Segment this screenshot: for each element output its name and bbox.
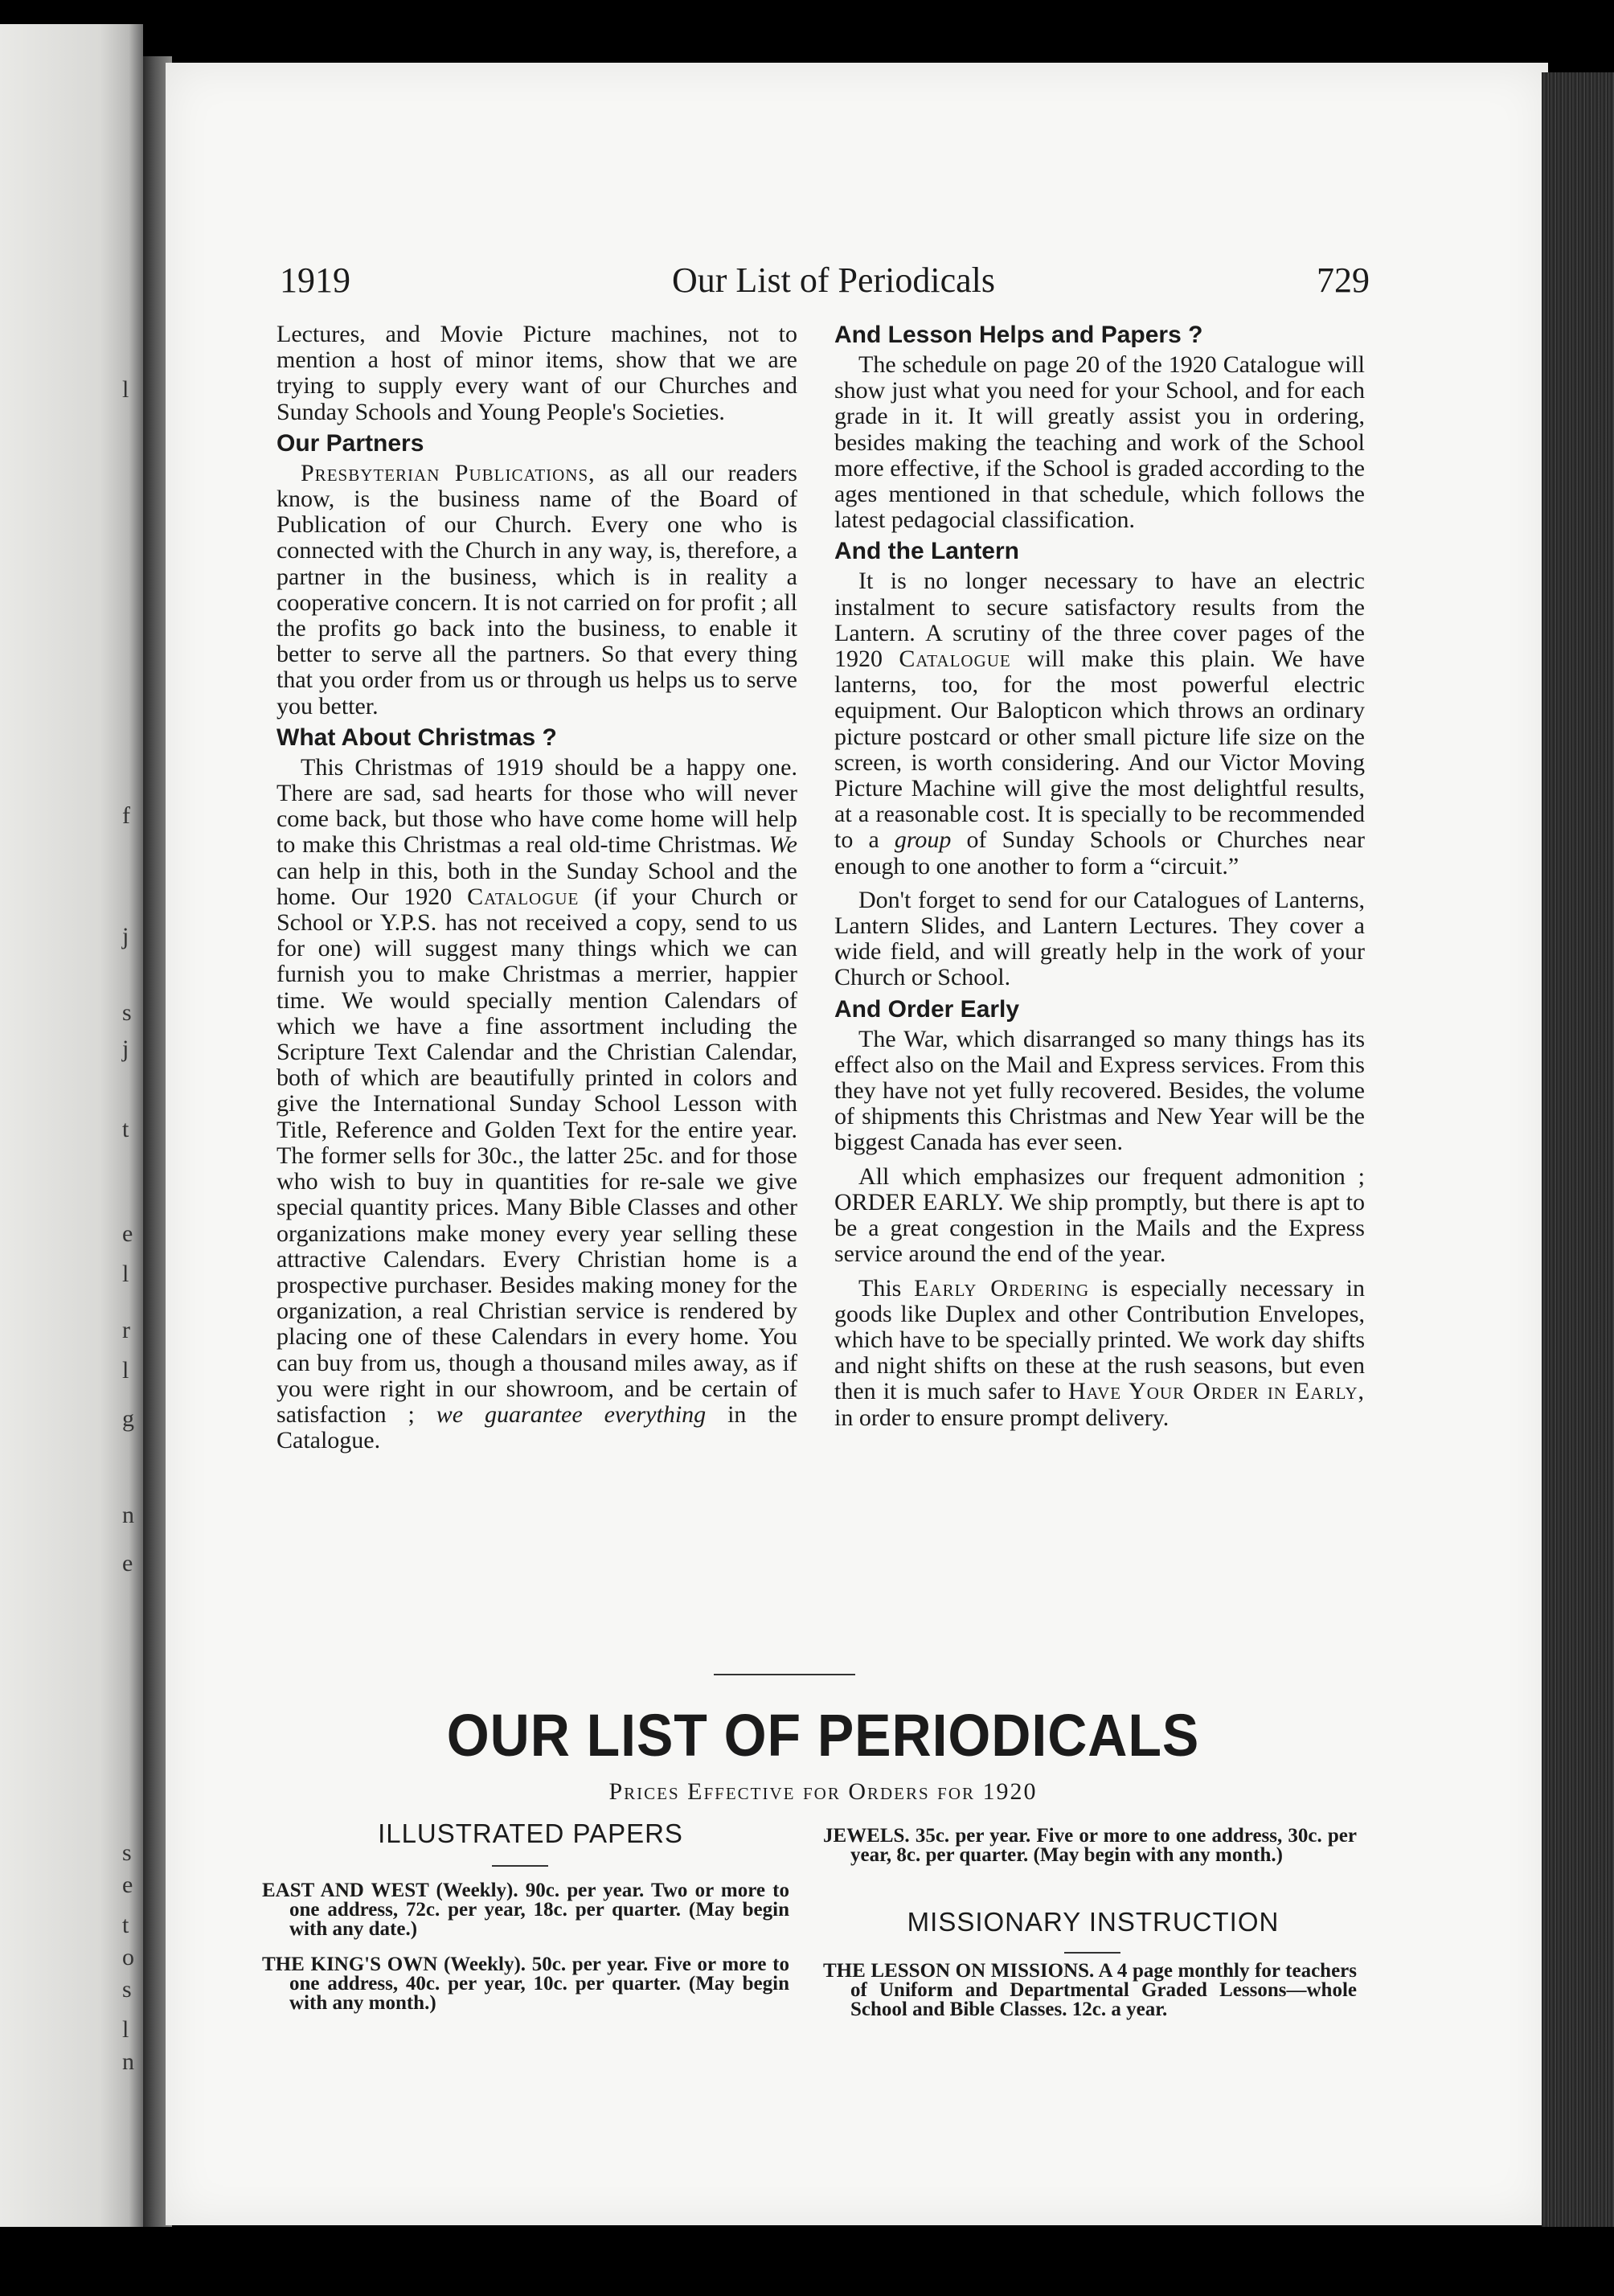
paragraph-lantern xyxy=(834,568,1365,879)
early-text-a: This xyxy=(858,1274,915,1302)
facing-page-letter: l xyxy=(122,2016,129,2043)
christmas-text-b: can help in this, both in the Sunday School and the home. Our 1920 xyxy=(277,857,797,910)
christmas-guarantee: we guarantee everything xyxy=(436,1400,707,1428)
early-text-c: in order to ensure prompt delivery. xyxy=(834,1404,1170,1431)
paragraph-partners xyxy=(277,461,797,720)
facing-page-letter: l xyxy=(122,1261,129,1287)
facing-page-letter: g xyxy=(122,1405,134,1432)
kings-own-text: THE KING'S OWN (Weekly). 50c. per year. Five or more to one address, 40c. per year, 10c. per quarter. (May begin with any month.) xyxy=(262,1954,789,2014)
page-number: 729 xyxy=(1316,260,1370,300)
lantern-text-a: It is no longer necessary to have an electric instalment to secure satisfactory results from the Lantern. A scrutiny of the three cover pages of the 1920 xyxy=(834,568,1365,673)
christmas-text-c: (if your Church or School or Y.P.S. has not received a copy, send to us for one) will suggest many things which we can furnish you to make Christmas a merrier, happier time. We would specially mention Calendars of which we have a fine assortment including the Scripture Text Calendar and the Christian Calendar, both of which are beautifully printed in colors and give the International Sunday School Lesson with Title, Reference and Golden Text for the entire year. The former sells for 30c., the latter 25c. and for those who wish to buy in quantities for re-sale we give special quantity prices. Many Bible Classes and other organizations make money every year selling these attractive Calendars. Every Christian home is a prospective purchaser. Besides making money for the organization, a real Christian service is rendered by placing one of these Calendars in every home. You can buy from us, though a thousand miles away, as if you were right in our showroom, and be certain of satisfaction ; xyxy=(277,883,797,1428)
facing-page-letter: e xyxy=(122,1550,133,1576)
left-column xyxy=(277,322,797,1453)
lantern-catalogue: Catalogue xyxy=(899,646,1011,673)
paragraph-early-ordering xyxy=(834,1276,1365,1431)
periodicals-subtitle: Prices Effective for Orders for 1920 xyxy=(608,1778,1038,1805)
running-head-title: Our List of Periodicals xyxy=(671,260,996,300)
presbyterian-publications-name: Presbyterian Publications, xyxy=(301,459,596,486)
running-head-year: 1919 xyxy=(280,260,350,300)
illustrated-papers-heading: ILLUSTRATED PAPERS xyxy=(378,1818,683,1848)
lantern-text-c: of Sunday Schools or Churches near enough to one another to form a “circuit.” xyxy=(834,826,1365,879)
lesson-on-missions-text: THE LESSON ON MISSIONS. A 4 page monthly for teachers of Uniform and Departmental Graded Lessons—whole School and Bible Classes. 12c. a year. xyxy=(823,1960,1357,2020)
running-head xyxy=(280,256,1370,304)
have-your-order-sc: Have Your Order in Early, xyxy=(1068,1378,1365,1405)
heading-our-partners: Our Partners xyxy=(277,429,424,457)
entry-jewels xyxy=(823,1827,1357,1865)
paragraph-order-early: The War, which disarranged so many things has its effect also on the Mail and Express services. From this they have not yet fully recovered. Besides, the volume of shipments this Christmas and New Year will be the biggest Canada has ever seen. xyxy=(834,1025,1365,1156)
early-text-b: is especially necessary in goods like Duplex and other Contribution Envelopes, which have to be specially printed. We work day shifts and night shifts on these at the rush seasons, but even then it is much safer to xyxy=(834,1274,1366,1405)
facing-page-letter: t xyxy=(122,1116,129,1142)
heading-lantern: And the Lantern xyxy=(834,538,1019,565)
christmas-text-a: This Christmas of 1919 should be a happy one. There are sad, sad hearts for those who will never come back, but those who have come home will help to make this Christmas a real old-time Christmas. xyxy=(277,753,797,859)
entry-east-and-west xyxy=(262,1881,789,1939)
facing-page-letter: e xyxy=(122,1220,133,1247)
page-block-edge xyxy=(1542,72,1614,2227)
facing-page-letter: l xyxy=(122,376,129,403)
section-divider xyxy=(714,1674,855,1675)
lantern-group: group xyxy=(894,826,952,854)
facing-page-letter: j xyxy=(122,923,129,949)
paragraph-christmas xyxy=(277,755,797,1453)
paragraph-catalogues: Don't forget to send for our Catalogues of Lanterns, Lantern Slides, and Lantern Lectures. They cover a wide field, and will greatly help in the work of your Church or School. xyxy=(834,886,1365,991)
missionary-instruction-heading: MISSIONARY INSTRUCTION xyxy=(907,1907,1280,1937)
east-and-west-text: EAST AND WEST (Weekly). 90c. per year. Two or more to one address, 72c. per year, 18c. per quarter. (May begin with any date.) xyxy=(262,1880,789,1940)
illustrated-rule xyxy=(492,1865,548,1867)
facing-page-letter: t xyxy=(122,1912,129,1938)
christmas-we: We xyxy=(768,831,797,859)
facing-page-letter: e xyxy=(122,1872,133,1898)
lantern-text-b: will make this plain. We have lanterns, too, for the most powerful electric equipment. Our Balopticon which throws an ordinary picture postcard or other small picture life size on the screen, is worth considering. And our Victor Moving Picture Machine will give the most delightful results, at a reasonable cost. It is specially to be recommended to a xyxy=(834,646,1365,854)
facing-page-letter: s xyxy=(122,1976,132,2003)
paragraph-emphasize: All which emphasizes our frequent admonition ; ORDER EARLY. We ship promptly, but there is apt to be a great congestion in the Mails and the Express service around the end of the year. xyxy=(834,1162,1365,1268)
facing-page-letter: n xyxy=(122,2048,134,2075)
paragraph-lesson-helps: The schedule on page 20 of the 1920 Catalogue will show just what you need for your School, and for each grade in it. It will greatly assist you in ordering, besides making the teaching and work of the School more effective, if the School is graded according to the ages mentioned in that schedule, which follows the latest pedagocial classification. xyxy=(834,351,1365,534)
facing-page-letter: l xyxy=(122,1357,129,1384)
facing-page-letter: r xyxy=(122,1317,130,1343)
facing-page-letter: o xyxy=(122,1944,134,1970)
facing-page-letter: s xyxy=(122,1839,132,1866)
missionary-rule xyxy=(1064,1952,1120,1954)
facing-page-letter: f xyxy=(122,802,130,829)
christmas-text-d: in the Catalogue. xyxy=(277,1400,797,1454)
partners-text: as all our readers know, is the business name of the Board of Publication of our Church. Every one who is connected with the Church in any way, is, therefore, a partner in the business, which is in reality a cooperative concern. It is not carried on for profit ; all the profits go back into the business, to enable it better to serve all the partners. So that every thing that you order from us or through us helps us to serve you better. xyxy=(277,459,797,720)
entry-kings-own xyxy=(262,1955,789,2013)
heading-what-about-christmas: What About Christmas ? xyxy=(277,724,557,751)
paragraph-intro: Lectures, and Movie Picture machines, not to mention a host of minor items, show that we are trying to supply every want of our Churches and Sunday Schools and Young People's Societies. xyxy=(277,321,797,425)
entry-lesson-on-missions xyxy=(823,1962,1357,2019)
jewels-text: JEWELS. 35c. per year. Five or more to one address, 30c. per year, 8c. per quarter. (May begin with any month.) xyxy=(823,1825,1357,1866)
early-ordering-sc: Early Ordering xyxy=(914,1274,1090,1302)
heading-lesson-helps: And Lesson Helps and Papers ? xyxy=(834,322,1203,348)
facing-page-letter: j xyxy=(122,1035,129,1062)
periodicals-title: OUR LIST OF PERIODICALS xyxy=(446,1702,1200,1769)
heading-order-early: And Order Early xyxy=(834,995,1020,1023)
christmas-catalogue: Catalogue xyxy=(467,883,580,910)
facing-page-letter: n xyxy=(122,1502,134,1528)
right-column xyxy=(834,322,1365,1431)
facing-page-letter: s xyxy=(122,999,132,1026)
